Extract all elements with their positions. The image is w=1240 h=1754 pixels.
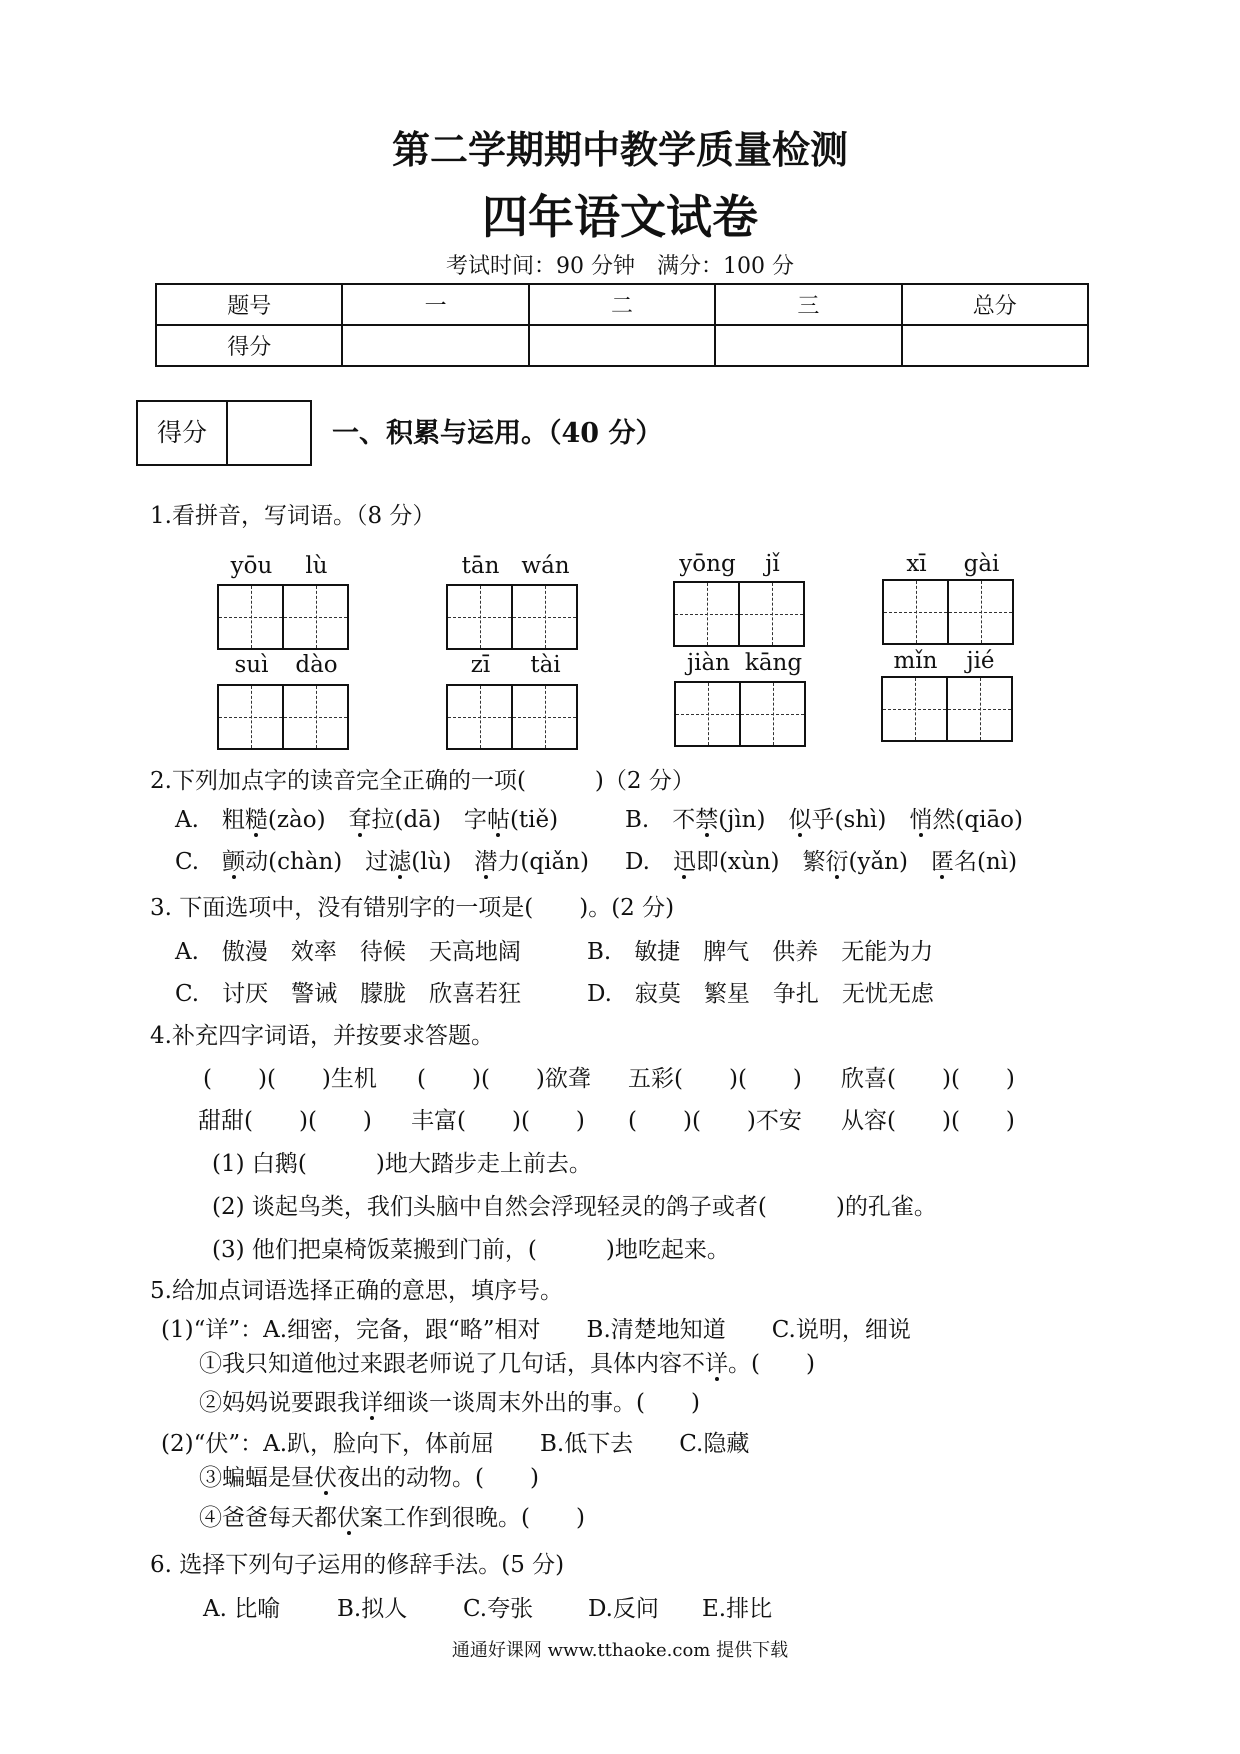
question-6-title: 6. 选择下列句子运用的修辞手法。(5 分): [150, 1552, 565, 1578]
text-segment: D.: [625, 849, 673, 875]
text-segment: (lù): [411, 849, 475, 875]
dotted-char: 详: [360, 1390, 383, 1416]
text-segment: ①我只知道他过来跟老师说了几句话，具体内容不: [199, 1351, 705, 1377]
pinyin-syllable: mǐn: [893, 648, 938, 674]
pinyin-syllable: tān: [461, 553, 500, 579]
tianzige-cell: [448, 586, 511, 648]
score-table-header: 题号: [156, 284, 342, 325]
idiom-blank: 欣喜( )( ): [841, 1066, 1015, 1092]
pinyin-label: [674, 649, 806, 677]
idiom-blank: ( )( )生机: [203, 1066, 377, 1092]
dotted-char: 颤: [222, 849, 246, 875]
dotted-char: 详: [705, 1351, 728, 1377]
tianzige-cell: [282, 586, 347, 648]
pinyin-label: [217, 651, 349, 679]
pinyin-label: [446, 552, 578, 580]
meaning-option-b: B.清楚地知道: [586, 1317, 726, 1343]
score-cell: [902, 325, 1088, 366]
pinyin-syllable: lù: [305, 553, 328, 579]
pinyin-syllable: kāng: [744, 650, 803, 676]
rhetoric-option: E.排比: [702, 1596, 773, 1622]
meaning-option-c: C.隐藏: [679, 1431, 750, 1457]
meaning-option-c: C.说明，细说: [771, 1317, 911, 1343]
idiom-blank: 丰富( )( ): [411, 1108, 585, 1134]
writing-grid: [673, 581, 805, 647]
writing-grid: [674, 681, 806, 747]
text-segment: 案工作到很晚。( ): [360, 1505, 585, 1531]
text-segment: ②妈妈说要跟我: [199, 1390, 360, 1416]
pinyin-label: [217, 552, 349, 580]
score-cell: [715, 325, 901, 366]
score-row-label: 得分: [156, 325, 342, 366]
question-3-option-a: A. 傲漫 效率 待候 天高地阔: [175, 939, 521, 965]
tianzige-cell: [676, 683, 739, 745]
tianzige-cell: [884, 581, 947, 643]
rhetoric-option: D.反问: [588, 1596, 659, 1622]
tianzige-cell: [738, 583, 803, 645]
pinyin-syllable: jié: [966, 648, 995, 674]
tianzige-cell: [511, 686, 576, 748]
tianzige-cell: [739, 683, 804, 745]
exam-info: 考试时间：90 分钟 满分：100 分: [446, 254, 794, 279]
writing-grid: [446, 584, 578, 650]
question-3-option-c: C. 讨厌 警诫 朦胧 欣喜若狂: [175, 981, 522, 1007]
question-4-title: 4.补充四字词语，并按要求答题。: [150, 1023, 494, 1049]
dotted-char: 伏: [337, 1505, 360, 1531]
pinyin-syllable: dào: [295, 652, 338, 678]
idiom-blank: 五彩( )( ): [628, 1066, 802, 1092]
question-5-sentence: [199, 1463, 539, 1493]
rhetoric-option: C.夸张: [463, 1596, 534, 1622]
rhetoric-option: B.拟人: [337, 1596, 408, 1622]
text-segment: 动(chàn) 过: [245, 849, 389, 875]
question-5-title: 5.给加点词语选择正确的意思，填序号。: [150, 1278, 563, 1304]
text-segment: ③蝙蝠是昼: [199, 1465, 314, 1491]
score-cell: [529, 325, 715, 366]
tianzige-cell: [675, 583, 738, 645]
dotted-char: 糙: [244, 807, 268, 833]
question-4-sentence: (1) 白鹅( )地大踏步走上前去。: [212, 1151, 592, 1177]
pinyin-label: [881, 647, 1013, 675]
idiom-blank: ( )( )不安: [628, 1108, 802, 1134]
tianzige-cell: [282, 686, 347, 748]
exam-title: 第二学期期中教学质量检测: [391, 127, 848, 172]
idiom-blank: 甜甜( )( ): [198, 1108, 372, 1134]
pinyin-syllable: wán: [521, 553, 570, 579]
question-4-sentence: (3) 他们把桌椅饭菜搬到门前，( )地吃起来。: [212, 1237, 730, 1263]
text-segment: 细谈一谈周末外出的事。( ): [383, 1390, 700, 1416]
text-segment: C.: [175, 849, 223, 875]
text-segment: 夜出的动物。( ): [337, 1465, 539, 1491]
pinyin-label: [446, 651, 578, 679]
question-5-sentence: [199, 1388, 700, 1418]
tianzige-cell: [219, 586, 282, 648]
score-table-header-row: [156, 284, 1088, 325]
tianzige-cell: [947, 581, 1012, 643]
text-segment: A. 粗: [175, 807, 245, 833]
text-segment: 名(nì): [953, 849, 1018, 875]
writing-grid: [882, 579, 1014, 645]
tianzige-cell: [883, 678, 946, 740]
pinyin-syllable: gài: [963, 551, 1000, 577]
pinyin-syllable: yōng: [679, 551, 736, 577]
text-segment: ④爸爸每天都: [199, 1505, 337, 1531]
text-segment: B. 不: [625, 807, 696, 833]
question-2-option-d: [625, 847, 1017, 877]
writing-grid: [446, 684, 578, 750]
question-2-title: 2.下列加点字的读音完全正确的一项( )（2 分）: [150, 768, 695, 794]
question-2-option-a: [175, 805, 558, 835]
score-table-header: 三: [715, 284, 901, 325]
score-cell: [342, 325, 528, 366]
tianzige-cell: [219, 686, 282, 748]
question-3-title: 3. 下面选项中，没有错别字的一项是( )。(2 分): [150, 895, 675, 921]
pinyin-syllable: tài: [530, 652, 561, 678]
tianzige-cell: [511, 586, 576, 648]
pinyin-syllable: suì: [234, 652, 269, 678]
writing-grid: [217, 684, 349, 750]
dotted-char: 潜: [474, 849, 498, 875]
meaning-option-a: (1)“详”：A.细密，完备，跟“略”相对: [161, 1317, 541, 1343]
dotted-char: 衍: [825, 849, 849, 875]
idiom-blank: 从容( )( ): [841, 1108, 1015, 1134]
dotted-char: 似: [788, 807, 812, 833]
dotted-char: 悄: [909, 807, 933, 833]
text-segment: 乎(shì): [811, 807, 910, 833]
dotted-char: 耷: [348, 807, 372, 833]
dotted-char: 匿: [930, 849, 954, 875]
question-5-sentence: [199, 1349, 815, 1379]
text-segment: 力(qiǎn): [497, 849, 589, 875]
writing-grid: [881, 676, 1013, 742]
pinyin-label: [882, 550, 1014, 578]
meaning-option-b: B.低下去: [540, 1431, 634, 1457]
meaning-option-a: (2)“伏”：A.趴，脸向下，体前屈: [161, 1431, 495, 1457]
score-table-score-row: [156, 325, 1088, 366]
writing-grid: [217, 584, 349, 650]
question-5-group-2-meanings: [161, 1429, 749, 1459]
text-segment: 。( ): [728, 1351, 815, 1377]
score-table-header: 一: [342, 284, 528, 325]
pinyin-syllable: yōu: [230, 553, 273, 579]
section-score-label: 得分: [138, 402, 228, 464]
question-1-title: 1.看拼音，写词语。（8 分）: [150, 503, 436, 529]
pinyin-syllable: jiàn: [686, 650, 730, 676]
dotted-char: 帖: [486, 807, 510, 833]
question-3-option-d: D. 寂莫 繁星 争扎 无忧无虑: [587, 981, 934, 1007]
score-table: [155, 283, 1089, 367]
rhetoric-option: A. 比喻: [203, 1596, 281, 1622]
pinyin-label: [673, 550, 805, 578]
exam-subtitle: 四年语文试卷: [482, 190, 758, 244]
section-score-box: [136, 400, 312, 466]
pinyin-syllable: jǐ: [765, 551, 780, 577]
text-segment: (jìn): [718, 807, 789, 833]
pinyin-syllable: zī: [470, 652, 491, 678]
dotted-char: 滤: [388, 849, 412, 875]
dotted-char: 伏: [314, 1465, 337, 1491]
dotted-char: 迅: [672, 849, 696, 875]
dotted-char: 禁: [695, 807, 719, 833]
idiom-blank: ( )( )欲聋: [417, 1066, 591, 1092]
question-3-option-b: B. 敏捷 脾气 供养 无能为力: [587, 939, 934, 965]
tianzige-cell: [448, 686, 511, 748]
page-footer: 通通好课网 www.tthaoke.com 提供下载: [451, 1640, 789, 1661]
text-segment: 拉(dā) 字: [371, 807, 487, 833]
question-4-sentence: (2) 谈起鸟类，我们头脑中自然会浮现轻灵的鸽子或者( )的孔雀。: [212, 1194, 937, 1220]
question-2-option-c: [175, 847, 589, 877]
text-segment: 即(xùn) 繁: [695, 849, 826, 875]
question-2-option-b: [625, 805, 1023, 835]
text-segment: (yǎn): [848, 849, 931, 875]
score-table-header: 二: [529, 284, 715, 325]
text-segment: (zào): [267, 807, 349, 833]
question-5-group-1-meanings: [161, 1315, 911, 1345]
text-segment: (tiě): [509, 807, 559, 833]
question-5-sentence: [199, 1503, 585, 1533]
tianzige-cell: [946, 678, 1011, 740]
score-table-header: 总分: [902, 284, 1088, 325]
pinyin-syllable: xī: [906, 551, 927, 577]
text-segment: 然(qiāo): [932, 807, 1023, 833]
section-heading: 一、积累与运用。（40 分）: [332, 418, 663, 449]
